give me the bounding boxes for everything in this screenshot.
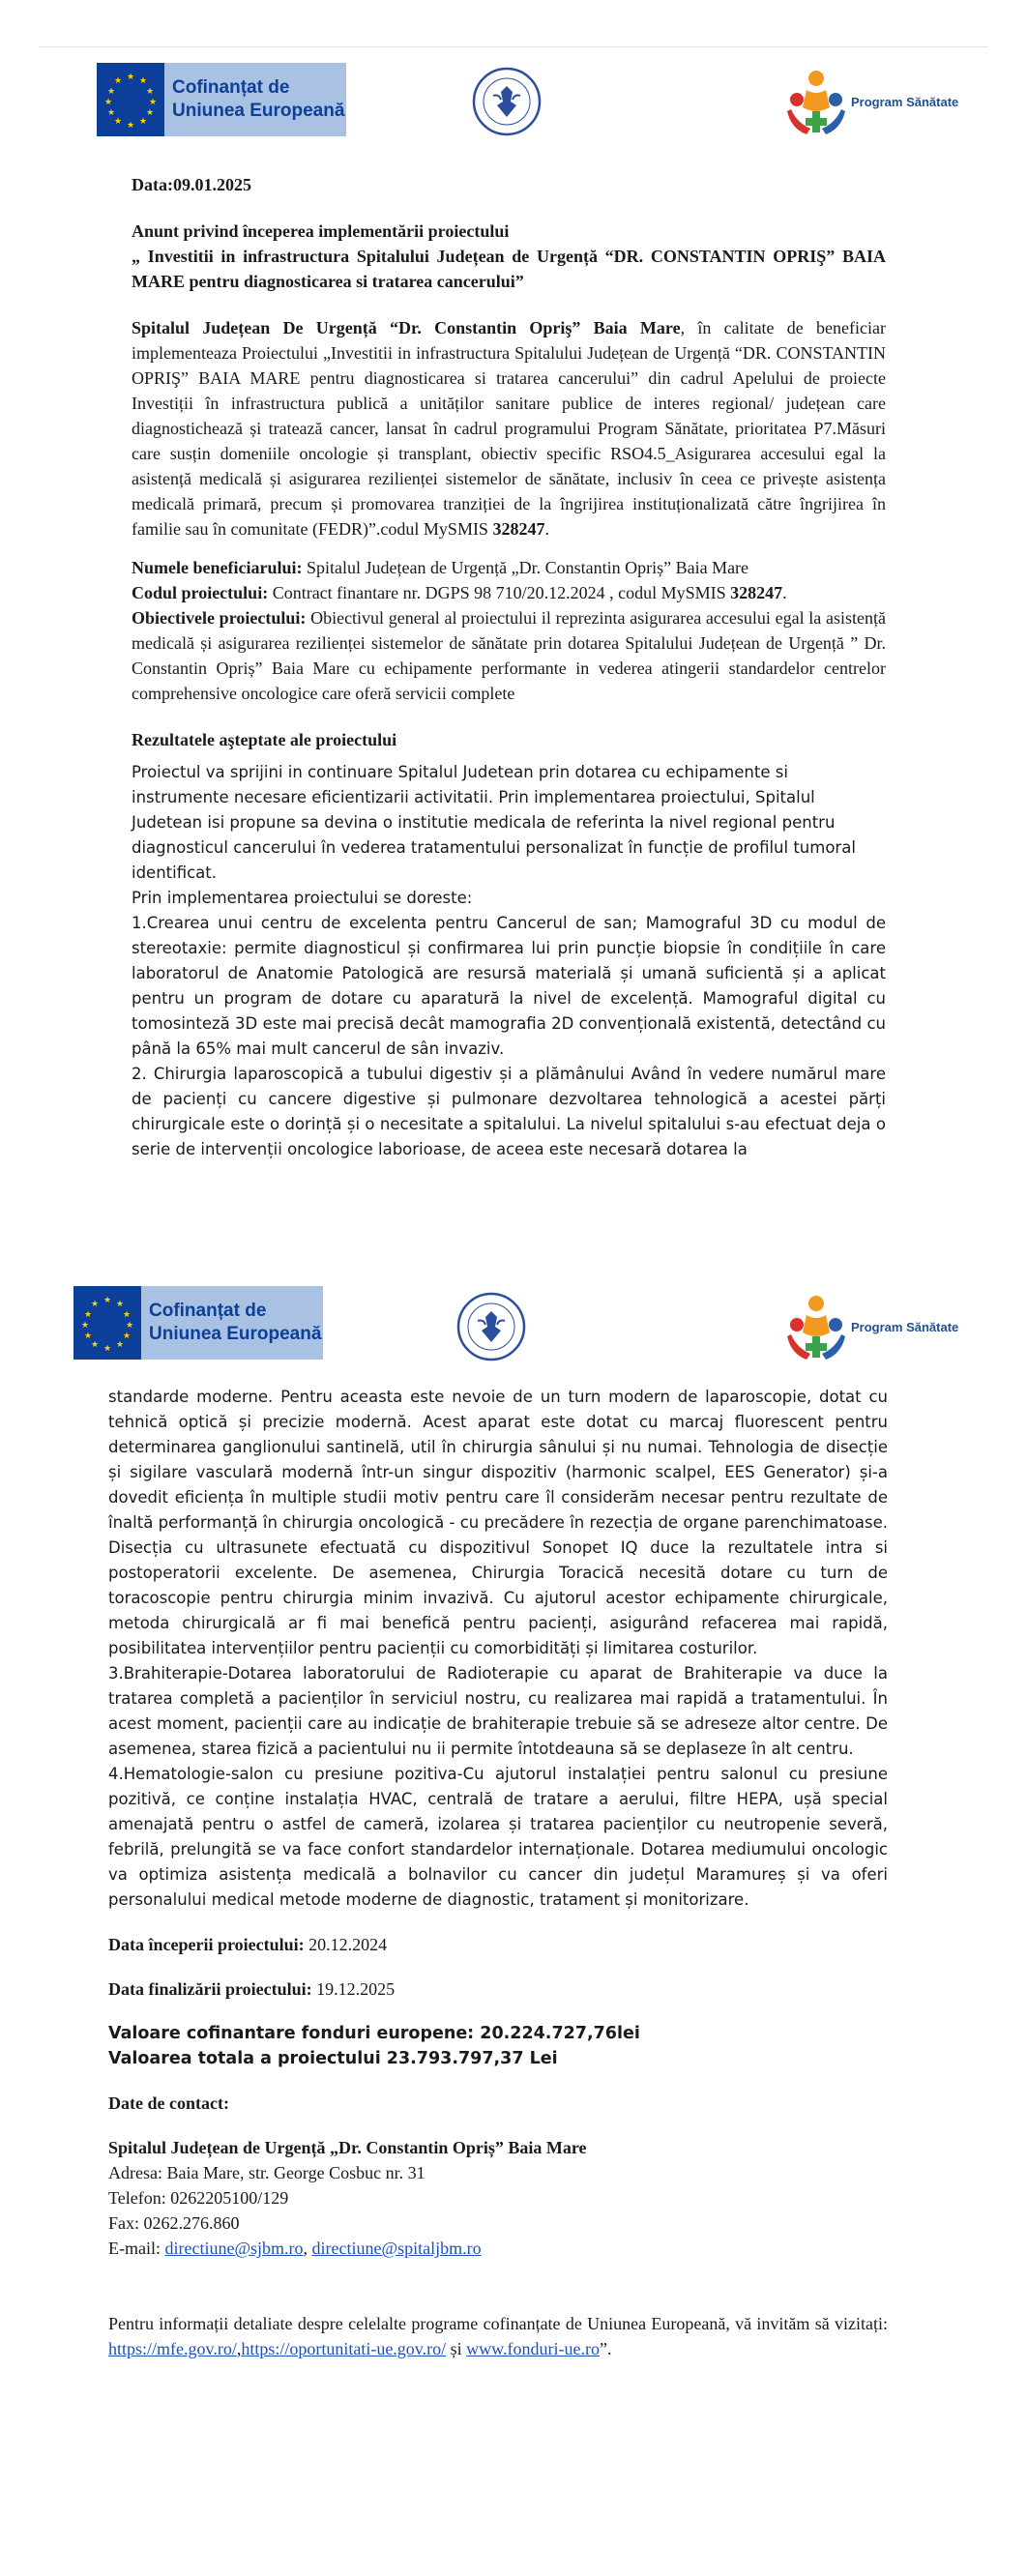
eu-text-line2: Uniunea Europeană [172, 101, 345, 121]
end-date-value: 19.12.2025 [311, 1979, 396, 1999]
footer-link-fonduri[interactable]: www.fonduri-ue.ro [466, 2339, 600, 2358]
government-seal-icon [472, 67, 542, 136]
eu-text-line2: Uniunea Europeană [149, 1324, 322, 1344]
intro-text: , în calitate de beneficiar implementeaza Proiectului „Investitii in infrastructura Spitalului Județean de Urgență “DR. CONSTANTIN OPRIŞ” BAIA MARE pentru diagnosticarea si tratarea cancerului” din cadrul Apelului de proiecte Investiții în infrastructura publică a unităților sanitare publice de interes regional/ județean care diagnostichează și tratează cancer, lansat în cadrul programului Program Sănătate, prioritatea P7.Măsuri care susțin domeniile oncologie și transplant, obiectiv specific RSO4.5_Asigurarea accesului egal la asistență medicală și asigurarea rezilienței sistemelor de sănătate, inclusiv în ceea ce privește asistența medicală primară, precum și promovarea tranziției de la îngrijirea instituționalizată către îngrijirea în familie sau în comunitate (FEDR)”.codul MySMIS [132, 318, 886, 539]
results-item-2-part1: 2. Chirurgia laparoscopică a tubului digestiv și a plămânului Având în vedere numărul mare de pacienți cu cancere digestive și pulmonare dezvoltarea tehnologică a acestei părți chirurgicale este o dorință și o necesitate a spitalului. La nivelul spitalului s-au efectuat deja o serie de intervenții oncologice laborioase, de aceea este necesară dotarea la [132, 1065, 886, 1158]
intro-end: . [544, 519, 549, 539]
eu-flag-icon: ★ ★ ★ ★ ★ ★ ★ ★ ★ ★ ★ ★ [73, 1286, 141, 1360]
intro-smis-code: 328247 [492, 519, 545, 539]
results-item-3: 3.Brahiterapie-Dotarea laboratorului de Radioterapie cu aparat de Brahiterapie va duce la tratarea completă a pacienților în serviciul nostru, cu realizarea mai rapidă a tratamentului. În acest moment, pacienții care au indicație de brahiterapie trebuie să se adreseze altor centre. De asemenea, starea fizică a pacientului nu ii permite întotdeauna să se deplaseze în alt centru. [108, 1664, 888, 1758]
document-page-1 [0, 0, 1027, 1257]
email-label: E-mail: [108, 2239, 165, 2258]
beneficiary-label: Numele beneficiarului: [132, 558, 303, 577]
project-code-label: Codul proiectului: [132, 583, 269, 602]
project-code-end: . [782, 583, 787, 602]
program-name: Program Sănătate [851, 1319, 959, 1334]
intro-paragraph [132, 315, 886, 542]
results-item-1: 1.Crearea unui centru de excelenta pentru Cancerul de san; Mamograful 3D cu modul de stereotaxie: permite diagnosticul și confirmarea lui prin puncție biopsie în condițiile în care laboratorul de Anatomie Patologică are resursă materială și umană suficientă și a aplicat pentru un program de dotare cu aparatură la nivel de excelență. Mamograful digital cu tomosinteză 3D este mai precisă decât mamografia 2D convențională existentă, detectând cu până la 65% mai mult cancerul de sân invaziv. [132, 914, 886, 1058]
program-sanatate-logo-page2 [785, 1292, 958, 1361]
results-title: Rezultatele aşteptate ale proiectului [132, 730, 397, 749]
beneficiary-line [132, 555, 886, 580]
start-date-line [108, 1932, 888, 1957]
results-paragraph: Proiectul va sprijini in continuare Spitalul Judetean prin dotarea cu echipamente si instrumente necesare eficientizarii activitatii. Prin implementarea proiectului, Spitalul Judetean isi propune sa devina o institutie medicala de referinta la nivel regional pentru diagnosticul cancerului în vederea tratamentului personalizat în funcție de profilul tumoral identificat. [132, 763, 856, 882]
results-item-2-part2: standarde moderne. Pentru aceasta este nevoie de un turn modern de laparoscopie, dotat cu tehnică optică și precizie modernă. Acest aparat este dotat cu marcaj fluorescent pentru determinarea ganglionului santinelă, util în chirurgia sânului și nu numai. Tehnologia de disecție și sigilare vasculară modernă într-un singur dispozitiv (harmonic scalpel, EES Generator) și-a dovedit eficiența în multiple studii motiv pentru care îl considerăm necesar pentru rezultate de înaltă performanță în chirurgia oncologică - cu precădere în rezecția de organe parenchimatoase. Disecția cu ultrasunete efectuată cu dispozitivul Sonopet IQ duce la rezultatele intra si postoperatorii excelente. De asemenea, Chirurgia Toracică necesită dotare cu turn de toracoscopie pentru chirurgia minim invazivă. Cu ajutorul acestor echipamente chirurgicale, metoda chirurgicală ar fi mai benefică pentru pacienți, asigurând refacerea mai rapidă, posibilitatea intervențiilor pentru pacienții cu comorbidități și limitarea costurilor. [108, 1388, 888, 1657]
funding-total: Valoarea totala a proiectului 23.793.797,37 Lei [108, 2049, 558, 2068]
results-intro-list: Prin implementarea proiectului se doreste: [132, 889, 473, 907]
footer-link-oportunitati[interactable]: https://oportunitati-ue.gov.ro/ [241, 2339, 447, 2358]
contact-title: Date de contact: [108, 2093, 229, 2113]
end-date-line [108, 1976, 888, 2002]
contact-phone: Telefon: 0262205100/129 [108, 2188, 289, 2208]
eu-text-line1: Cofinanțat de [149, 1301, 267, 1321]
eu-cofinanced-logo-page2 [73, 1286, 323, 1360]
program-sanatate-icon [785, 67, 847, 136]
page-top-border [39, 46, 988, 47]
announcement-body [132, 172, 886, 1162]
footer-note [108, 2311, 888, 2361]
continuation-body [108, 1385, 888, 2361]
eu-text-line1: Cofinanțat de [172, 77, 290, 98]
email-link-2[interactable]: directiune@spitaljbm.ro [311, 2239, 482, 2258]
header-logos-page2 [0, 1286, 1027, 1392]
objectives-line [132, 605, 886, 706]
program-name: Program Sănătate [851, 94, 959, 109]
email-separator: , [303, 2239, 312, 2258]
project-code-smis: 328247 [730, 583, 783, 602]
footer-sep: , [236, 2339, 242, 2358]
contact-fax: Fax: 0262.276.860 [108, 2213, 240, 2233]
footer-and: și [446, 2339, 467, 2358]
results-item-4: 4.Hematologie-salon cu presiune pozitiva-Cu ajutorul instalației pentru salonul cu presiune pozitivă, ce conține instalația HVAC, centrală de tratare a aerului, filtre HEPA, ușă special amenajată pentru o astfel de cameră, izolarea și tratarea pacienților cu neutropenie severă, febrilă, prelungită se va face confort standardelor internaționale. Dotarea mediumului oncologic va optimiza asistența medicală a bolnavilor cu cancer din județul Maramureș și va oferi personalului medical metode moderne de diagnostic, tratament și monitorizare. [108, 1765, 888, 1909]
eu-cofinanced-logo [97, 63, 346, 136]
end-date-label: Data finalizării proiectului: [108, 1979, 312, 1999]
announcement-title-line1: Anunt privind începerea implementării proiectului [132, 221, 510, 241]
objectives-label: Obiectivele proiectului: [132, 608, 307, 628]
eu-flag-icon: ★ ★ ★ ★ ★ ★ ★ ★ ★ ★ ★ ★ [97, 63, 164, 136]
funding-eu: Valoare cofinantare fonduri europene: 20.224.727,76lei [108, 2024, 640, 2043]
announcement-title-line2: „ Investitii in infrastructura Spitalului Județean de Urgență “DR. CONSTANTIN OPRIŞ” BAIA MARE pentru diagnosticarea si tratarea cancerului” [132, 247, 886, 291]
project-code-line [132, 580, 886, 605]
government-seal-icon [456, 1292, 526, 1361]
program-sanatate-icon [785, 1292, 847, 1361]
footer-link-mfe[interactable]: https://mfe.gov.ro/ [108, 2339, 237, 2358]
objectives-value: Obiectivul general al proiectului il reprezinta asigurarea accesului egal la asistență medicală și asigurarea rezilienței sistemelor de sănătate prin dotarea Spitalului Județean de Urgență ” Dr. Constantin Opriș” Baia Mare cu echipamente performante in vederea atingerii standardelor centrelor comprehensive oncologice care oferă servicii complete [132, 608, 886, 703]
project-code-value: Contract finantare nr. DGPS 98 710/20.12.2024 , codul MySMIS [268, 583, 731, 602]
announcement-date: Data:09.01.2025 [132, 175, 251, 194]
intro-bold-hospital: Spitalul Județean De Urgență “Dr. Constantin Opriş” Baia Mare [132, 318, 681, 337]
start-date-label: Data începerii proiectului: [108, 1935, 305, 1954]
footer-end: ”. [599, 2339, 612, 2358]
email-link-1[interactable]: directiune@sjbm.ro [164, 2239, 304, 2258]
header-logos [0, 53, 1027, 160]
program-sanatate-logo [785, 67, 958, 136]
contact-email-line [108, 2236, 888, 2261]
contact-org: Spitalul Județean de Urgență „Dr. Constantin Opriș” Baia Mare [108, 2138, 587, 2157]
beneficiary-value: Spitalul Județean de Urgență „Dr. Constantin Opriș” Baia Mare [302, 558, 749, 577]
document-page-2 [0, 1257, 1027, 2576]
start-date-value: 20.12.2024 [304, 1935, 388, 1954]
contact-address: Adresa: Baia Mare, str. George Cosbuc nr. 31 [108, 2163, 425, 2182]
footer-text: Pentru informații detaliate despre celelalte programe cofinanțate de Uniunea Europeană, vă invităm să vizitați: [108, 2314, 888, 2333]
